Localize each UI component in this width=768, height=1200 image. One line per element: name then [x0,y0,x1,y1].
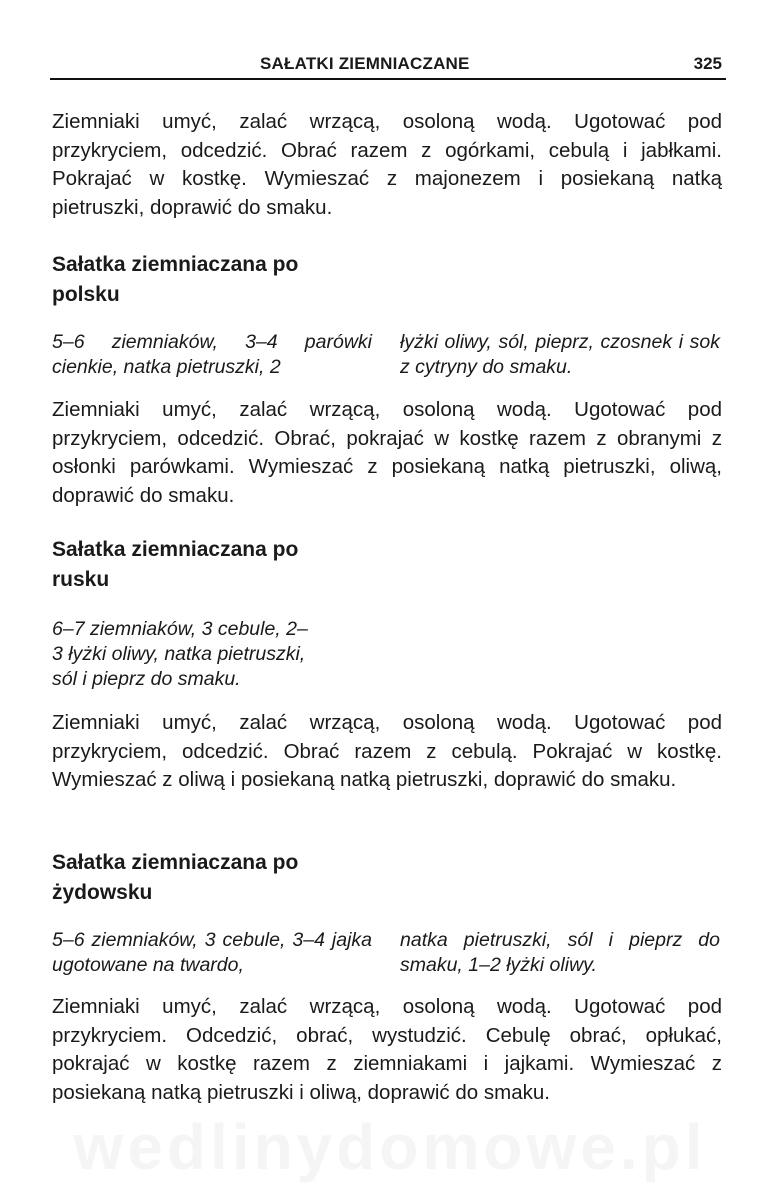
recipe-title-line2: żydowsku [52,881,153,904]
recipe-title-line2: rusku [52,568,110,591]
recipe-title-line1: Sałatka ziemniaczana po [52,253,299,276]
recipe-title-zydowsku [52,848,382,908]
ingredients-line: 6–7 ziemniaków, 3 cebule, 2– [52,618,308,640]
ingredients-line: sól i pieprz do smaku. [52,668,241,690]
method-zydowsku: Ziemniaki umyć, zalać wrzącą, osoloną wodą. Ugotować pod przykryciem. Odcedzić, obrać, wystudzić. Cebulę obrać, opłukać, pokrajać w kostkę razem z ziemniakami i jajkami. Wymieszać z posiekaną natką pietruszki i oliwą, doprawić do smaku. [52,995,722,1104]
recipe-title-polsku [52,250,382,310]
watermark: wedlinydomowe.pl [73,1111,707,1183]
recipe-title-line2: polsku [52,283,120,306]
ingredients-zydowsku-col1: 5–6 ziemniaków, 3 cebule, 3–4 jajka ugotowane na twardo, [52,929,372,976]
intro-paragraph: Ziemniaki umyć, zalać wrzącą, osoloną wodą. Ugotować pod przykryciem, odcedzić. Obrać razem z ogórkami, cebulą i jabłkami. Pokrajać w kostkę. Wymieszać z majonezem i posiekaną natką pietruszki, doprawić do smaku. [52,110,722,219]
running-header [50,54,726,80]
recipe-title-rusku [52,535,382,595]
ingredients-line: 3 łyżki oliwy, natka pietruszki, [52,643,306,665]
ingredients-rusku [52,617,372,692]
page-number: 325 [693,54,722,73]
method-rusku: Ziemniaki umyć, zalać wrzącą, osoloną wodą. Ugotować pod przykryciem, odcedzić. Obrać razem z cebulą. Pokrajać w kostkę. Wymieszać z oliwą i posiekaną natką pietruszki, doprawić do smaku. [52,711,722,791]
ingredients-polsku-col1: 5–6 ziemniaków, 3–4 parówki cienkie, natka pietruszki, 2 [52,331,372,378]
chapter-title: SAŁATKI ZIEMNIACZANE [260,54,470,73]
ingredients-zydowsku-col2: natka pietruszki, sól i pieprz do smaku, 1–2 łyżki oliwy. [400,929,720,976]
recipe-title-line1: Sałatka ziemniaczana po [52,538,299,561]
ingredients-polsku-col2: łyżki oliwy, sól, pieprz, czosnek i sok z cytryny do smaku. [400,331,720,378]
method-polsku: Ziemniaki umyć, zalać wrzącą, osoloną wodą. Ugotować pod przykryciem, odcedzić. Obrać, pokrajać w kostkę razem z obranymi z osłonki parówkami. Wymieszać z posiekaną natką pietruszki, oliwą, doprawić do smaku. [52,398,722,507]
recipe-title-line1: Sałatka ziemniaczana po [52,851,299,874]
